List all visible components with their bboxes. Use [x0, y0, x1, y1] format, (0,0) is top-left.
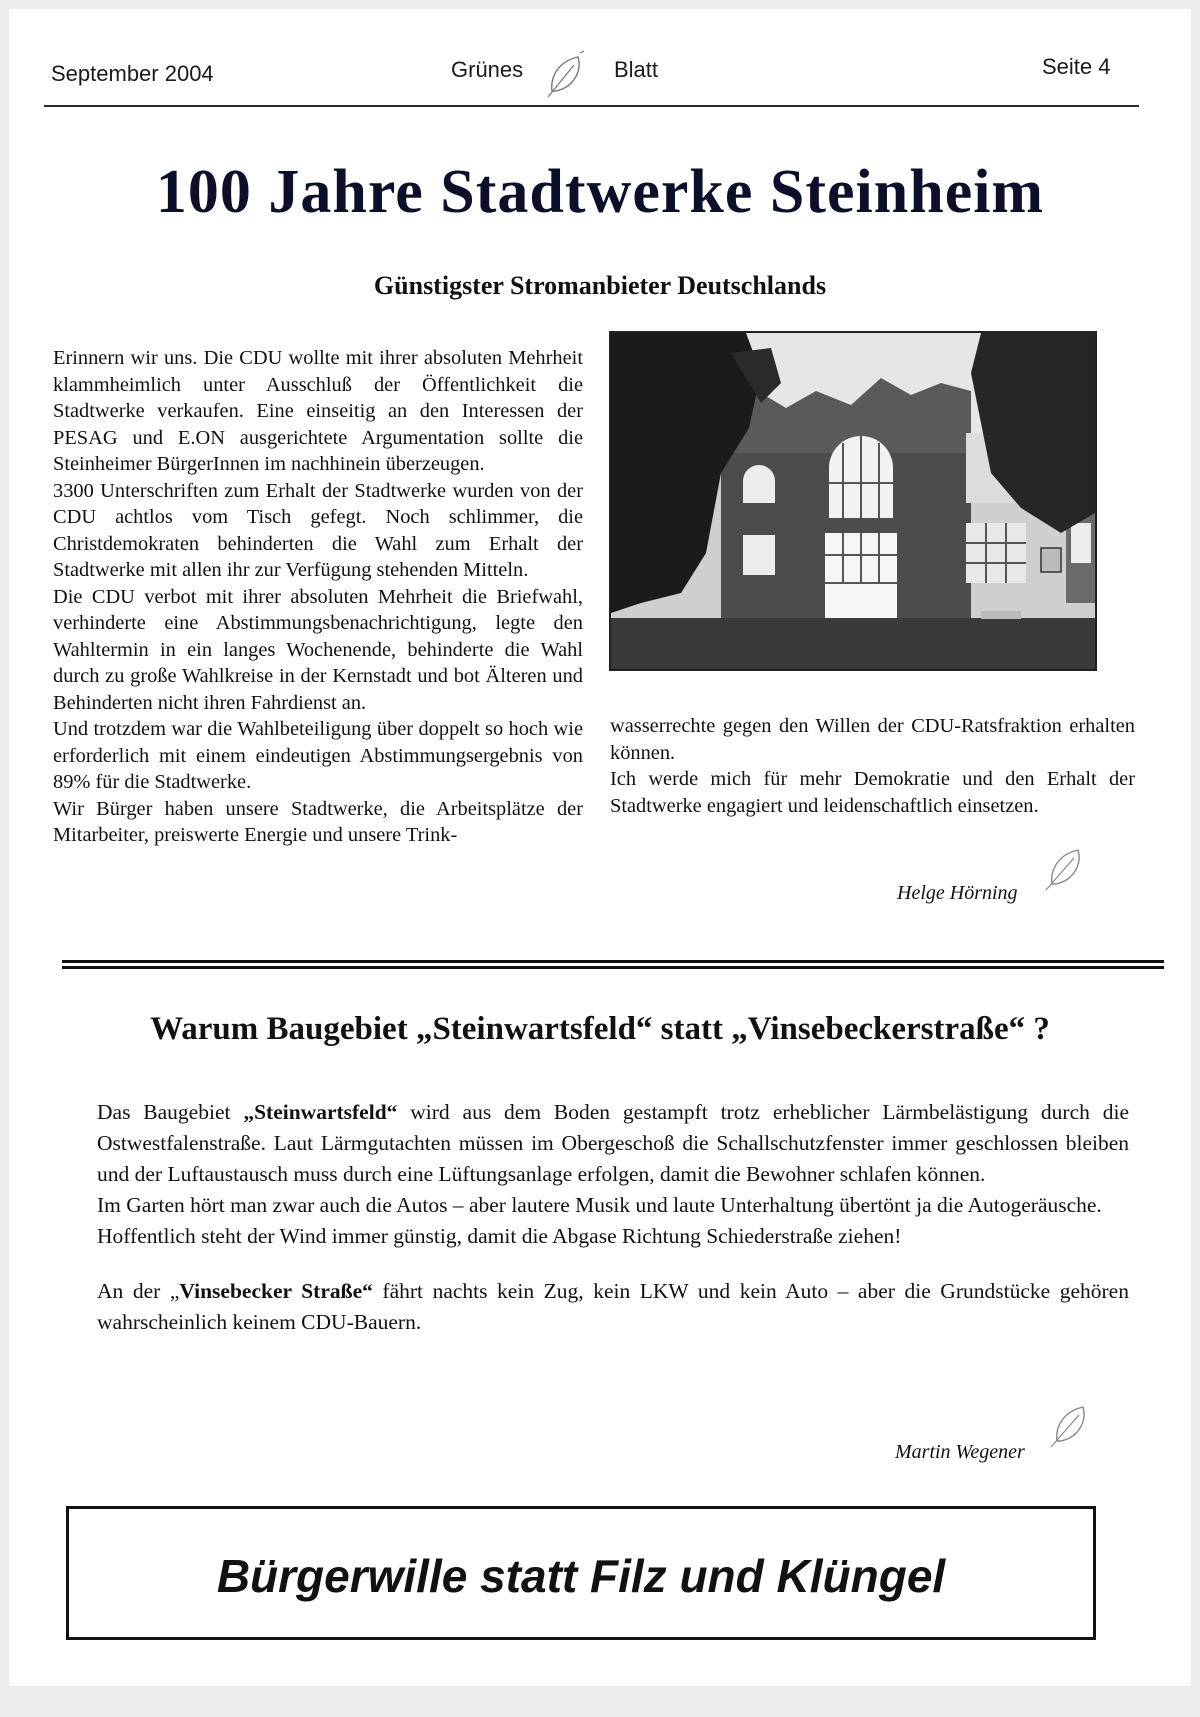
- stadtwerke-building-photo: [609, 331, 1097, 671]
- slogan-box: [66, 1506, 1096, 1640]
- section-divider: [62, 960, 1164, 969]
- leaf-icon: [1042, 844, 1092, 894]
- leaf-icon: [544, 49, 590, 99]
- emphasis: Vinsebecker Straße“: [179, 1279, 373, 1303]
- author-signature: Martin Wegener: [895, 1441, 1025, 1463]
- paragraph: Wir Bürger haben unsere Stadtwerke, die Arbeitsplätze der Mitarbeiter, preiswerte Energie und unsere Trink-: [53, 797, 583, 846]
- article-subtitle: Günstigster Stromanbieter Deutschlands: [373, 271, 827, 300]
- emphasis: „Steinwartsfeld“: [243, 1100, 398, 1124]
- paragraph: Im Garten hört man zwar auch die Autos – aber lautere Musik und laute Unterhaltung übertönt ja die Autogeräusche.: [97, 1193, 1102, 1217]
- article-title: Warum Baugebiet „Steinwartsfeld“ statt „Vinsebeckerstraße“ ?: [150, 1011, 1050, 1047]
- publication-name-part1: Grünes: [451, 57, 524, 82]
- article-body: [97, 1097, 1129, 1338]
- publication-name-part2: Blatt: [614, 57, 659, 82]
- paragraph: 3300 Unterschriften zum Erhalt der Stadtwerke wurden von der CDU achtlos vom Tisch gefegt. Noch schlimmer, die Christdemokraten behinderten die Wahl zum Erhalt der Stadtwerke mit allen ihr zur Verfügung stehenden Mitteln.: [53, 479, 583, 581]
- spacer: [97, 1252, 1129, 1276]
- paragraph: [97, 1097, 1129, 1190]
- paragraph: Die CDU verbot mit ihrer absoluten Mehrheit die Briefwahl, verhinderte eine Abstimmungsbenachrichtigung, legte den Wahltermin in ein langes Wochenende, behinderte die Wahl durch zu große Wahlkreise in der Kernstadt und bot Älteren und Behinderten nicht ihren Fahrdienst an.: [53, 585, 583, 714]
- building-illustration: [611, 333, 1095, 669]
- article-left-column: [53, 345, 583, 849]
- paragraph: Ich werde mich für mehr Demokratie und den Erhalt der Stadtwerke engagiert und leidenschaftlich einsetzen.: [610, 768, 1135, 817]
- newsletter-page: [9, 9, 1191, 1686]
- paragraph: Und trotzdem war die Wahlbeteiligung über doppelt so hoch wie erforderlich mit einem eindeutigen Abstimmungsergebnis von 89% für die Stadtwerke.: [53, 718, 583, 793]
- text: wird aus dem Boden gestampft trotz erheblicher Lärmbelästigung durch die Ostwestfalenstraße. Laut Lärmgutachten müssen im Obergeschoß die Schallschutzfenster immer geschlossen bleiben und der Luftaustausch muss durch eine Lüftungsanlage erfolgen, damit die Bewohner schlafen können.: [97, 1100, 1129, 1186]
- paragraph: [97, 1276, 1129, 1338]
- text: fährt nachts kein Zug, kein LKW und kein Auto – aber die Grundstücke gehören wahrscheinlich keinem CDU-Bauern.: [97, 1279, 1129, 1334]
- text: Das Baugebiet: [97, 1100, 244, 1124]
- text: An der „: [97, 1279, 180, 1303]
- paragraph: Hoffentlich steht der Wind immer günstig, damit die Abgase Richtung Schiederstraße ziehen!: [97, 1224, 902, 1248]
- article-right-column: [610, 713, 1135, 819]
- issue-date: September 2004: [51, 61, 214, 86]
- leaf-icon: [1047, 1401, 1097, 1451]
- article-title: 100 Jahre Stadtwerke Steinheim: [155, 158, 1045, 226]
- page-number: Seite 4: [1042, 54, 1111, 79]
- slogan: Bürgerwille statt Filz und Klüngel: [216, 1550, 946, 1602]
- paragraph: wasserrechte gegen den Willen der CDU-Ratsfraktion erhalten können.: [610, 715, 1135, 764]
- header-rule: [44, 105, 1139, 107]
- paragraph: Erinnern wir uns. Die CDU wollte mit ihrer absoluten Mehrheit klammheimlich unter Ausschluß der Öffentlichkeit die Stadtwerke verkaufen. Eine einseitig an den Interessen der PESAG und E.ON ausgerichtete Argumentation sollte die Steinheimer BürgerInnen im nachhinein überzeugen.: [53, 347, 583, 475]
- author-signature: Helge Hörning: [897, 882, 1018, 904]
